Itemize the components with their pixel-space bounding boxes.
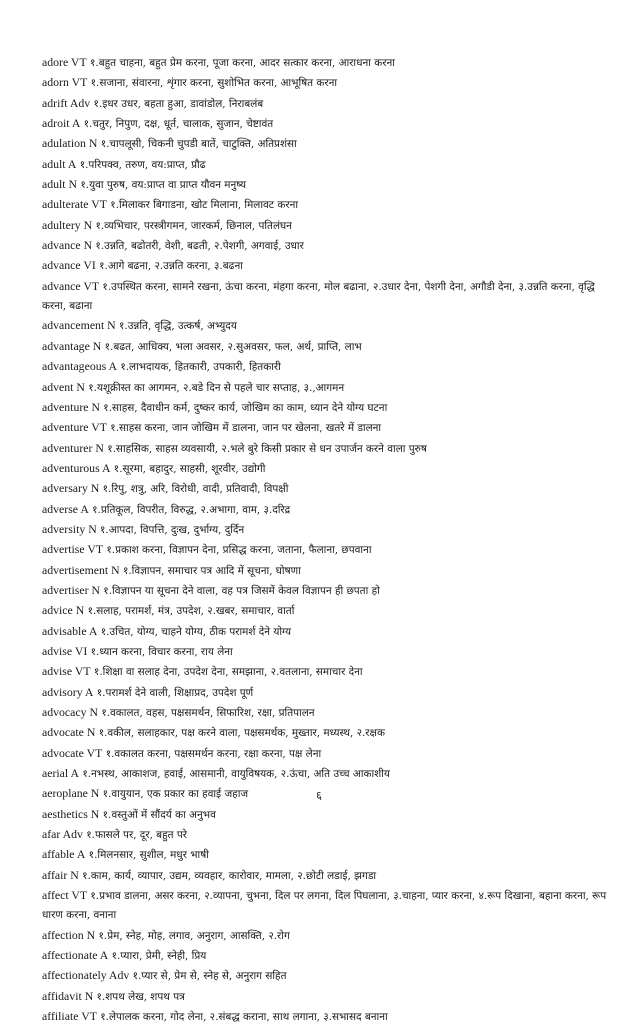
entry-definition: १.ध्यान करना, विचार करना, राय लेना [90, 645, 233, 658]
entry-definition: १.आपदा, विपत्ति, दुःख, दुर्भाग्य, दुर्दिन [100, 523, 245, 536]
entry-definition: १.लेपालक करना, गोद लेना, २.संबद्ध कराना, साथ लगाना, ३.सभासद बनाना [100, 1011, 388, 1024]
entry-headword: advise VT [42, 664, 91, 679]
entry-definition: १.व्यभिचार, परस्त्रीगमन, जारकर्म, छिनाल, पतिलंघन [95, 219, 292, 232]
entry-headword: advocate N [42, 725, 96, 740]
dictionary-entry [42, 866, 608, 886]
entry-headword: adultery N [42, 217, 93, 232]
entry-definition: १.यशूक्रीस्त का आगमन, २.बडे दिन से पहले चार सप्ताह, ३.,आगमन [88, 381, 345, 394]
entry-headword: adulterate VT [42, 197, 107, 212]
dictionary-entry [42, 683, 608, 703]
entry-definition: १.मिलनसार, सुशील, मधुर भाषी [88, 849, 209, 862]
entry-definition: १.साहसिक, साहस व्यवसायी, २.भले बुरे किसी प्रकार से धन उपार्जन करने वाला पुरुष [107, 442, 427, 455]
entry-headword: advantage N [42, 338, 102, 353]
entry-definition: १.शिक्षा वा सलाह देना, उपदेश देना, समझाना, २.वतलाना, समाचार देना [93, 666, 363, 679]
entry-definition: १.वकालत, वहस, पक्षसमर्थन, सिफारिश, रक्षा, प्रतिपालन [101, 707, 315, 719]
dictionary-entry [42, 966, 608, 986]
entry-headword: advertisement N [42, 562, 120, 577]
dictionary-entry [42, 195, 608, 215]
dictionary-entry [42, 479, 608, 499]
entry-headword: aeroplane N [42, 786, 100, 801]
dictionary-entry [42, 216, 608, 236]
entry-headword: advance VI [42, 258, 96, 273]
entry-headword: affectionately Adv [42, 968, 130, 983]
entry-definition: १.चतुर, निपुण, दक्ष, धूर्त, चालाक, सुजान, चेष्टावंत [83, 118, 274, 131]
entry-definition: १.फासले पर, दूर, बहुत परे [86, 829, 188, 842]
dictionary-entry [42, 946, 608, 966]
entry-definition: १.परामर्श देने वाली, शिक्षाप्रद, उपदेश पूर्ण [96, 686, 254, 699]
entry-headword: aesthetics N [42, 806, 100, 821]
entry-headword: aerial A [42, 766, 80, 781]
entry-definition: १.उचित, योग्य, चाहने योग्य, ठीक परामर्श देने योग्य [100, 625, 292, 638]
dictionary-entry [42, 398, 608, 418]
dictionary-entry [42, 73, 608, 93]
entry-definition: १.विज्ञापन या सूचना देने वाला, वह पत्र जिसमें केवल विज्ञापन ही छपता हो [103, 584, 380, 597]
dictionary-entry [42, 94, 608, 114]
dictionary-entry [42, 926, 608, 946]
dictionary-entry [42, 256, 608, 276]
entry-definition: १.विज्ञापन, समाचार पत्र आदि में सूचना, घोषणा [122, 564, 301, 577]
dictionary-entry [42, 845, 608, 865]
entry-definition: १.प्रतिकूल, विपरीत, विरुद्ध, २.अभागा, वाम, ३.दरिद्र [92, 503, 291, 516]
entry-headword: adulation N [42, 136, 98, 151]
entry-definition: १.वायुयान, एक प्रकार का हवाई जहाज [102, 788, 249, 801]
page-number: ६ [316, 789, 322, 802]
entry-definition: १.बहुत चाहना, बहुत प्रेम करना, पूजा करना, आदर सत्कार करना, आराधना करना [89, 57, 395, 69]
entry-definition: १.लाभदायक, हितकारी, उपकारी, हितकारी [120, 361, 281, 374]
entry-headword: adult A [42, 156, 77, 171]
dictionary-entry [42, 642, 608, 662]
dictionary-entry [42, 723, 608, 743]
entry-headword: adventurous A [42, 460, 111, 475]
dictionary-entry [42, 277, 608, 317]
dictionary-entry [42, 581, 608, 601]
dictionary-entry [42, 500, 608, 520]
entry-definition: १.प्यारा, प्रेमी, स्नेही, प्रिय [111, 950, 207, 963]
dictionary-entry [42, 540, 608, 560]
entry-definition: १.काम, कार्य, व्यापार, उद्यम, व्यवहार, कारोवार, मामला, २.छोटी लडाई, झगडा [82, 869, 377, 882]
entry-headword: affidavit N [42, 988, 94, 1003]
entry-definition: १.नभस्थ, आकाशज, हवाई, आसमानी, वायुविषयक, २.ऊंचा, अति उच्च आकाशीय [82, 768, 390, 781]
entry-definition: १.प्रभाव डालना, असर करना, २.व्यापना, चुभना, दिल पर लगना, दिल पिघलाना, ३.चाहना, प्यार करना, ४.रूप दिखाना, बहाना करना, रूप धारण करना, वनाना [42, 890, 607, 922]
dictionary-entry [42, 53, 608, 73]
entry-definition: १.इधर उधर, बहता हुआ, डावांडोल, निराबलंब [93, 97, 264, 110]
dictionary-entry [42, 175, 608, 195]
entry-headword: adventure N [42, 399, 100, 414]
dictionary-entry [42, 622, 608, 642]
entry-headword: advertiser N [42, 582, 100, 597]
entry-headword: adverse A [42, 501, 89, 516]
entry-headword: affiliate VT [42, 1009, 97, 1024]
entry-headword: advisory A [42, 684, 94, 699]
entry-headword: advisable A [42, 623, 98, 638]
dictionary-entry [42, 155, 608, 175]
entry-definition: १.प्यार से, प्रेम से, स्नेह से, अनुराग सहित [132, 970, 287, 983]
entry-headword: advantageous A [42, 359, 118, 374]
entry-headword: advancement N [42, 318, 116, 333]
entry-definition: १.वकालत करना, पक्षसमर्थन करना, रक्षा करना, पक्ष लेना [105, 747, 322, 760]
entry-headword: adorn VT [42, 75, 88, 90]
dictionary-entry [42, 114, 608, 134]
dictionary-entry [42, 764, 608, 784]
dictionary-entry [42, 886, 608, 926]
dictionary-entry [42, 805, 608, 825]
entry-definition: १.युवा पुरुष, वय:प्राप्त वा प्राप्त यौवन मनुष्य [80, 179, 246, 192]
entry-definition: १.वस्तुओं में सौंदर्य का अनुभव [102, 808, 216, 821]
dictionary-entry [42, 601, 608, 621]
dictionary-entry [42, 662, 608, 682]
entry-headword: advocate VT [42, 745, 103, 760]
dictionary-entry [42, 337, 608, 357]
dictionary-entry [42, 236, 608, 256]
entry-headword: affair N [42, 867, 79, 882]
entry-headword: adore VT [42, 55, 87, 69]
entry-definition: १.आगे बढना, २.उन्नति करना, ३.बढना [99, 260, 243, 273]
entry-definition: १.मिलाकर बिगाडना, खोट मिलाना, मिलावट करना [110, 199, 299, 212]
entry-headword: affable A [42, 847, 86, 862]
dictionary-entry [42, 744, 608, 764]
dictionary-entry [42, 987, 608, 1007]
dictionary-entry [42, 378, 608, 398]
entry-definition: १.सलाह, परामर्श, मंत्र, उपदेश, २.खबर, समाचार, वार्ता [87, 605, 295, 618]
dictionary-entry [42, 520, 608, 540]
dictionary-entry [42, 439, 608, 459]
dictionary-entry [42, 316, 608, 336]
entry-headword: advocacy N [42, 705, 99, 719]
entry-definition: १.प्रकाश करना, विज्ञापन देना, प्रसिद्ध करना, जताना, फैलाना, छपवाना [106, 544, 372, 557]
dictionary-entry [42, 418, 608, 438]
entry-headword: affectionate A [42, 948, 109, 963]
entry-definition: १.उपस्थित करना, सामने रखना, ऊंचा करना, मंहगा करना, मोल बढाना, २.उधार देना, पेशगी देना, अगौडी देना, ३.उन्नति करना, वृद्धि करना, बढाना [42, 280, 595, 313]
dictionary-entry [42, 561, 608, 581]
entry-headword: adroit A [42, 116, 81, 131]
entry-headword: adventurer N [42, 440, 104, 455]
entry-definition: १.प्रेम, स्नेह, मोह, लगाव, अनुराग, आसक्ति, २.रोग [98, 929, 290, 942]
dictionary-entry [42, 459, 608, 479]
dictionary-entry [42, 825, 608, 845]
entry-headword: advance N [42, 238, 93, 253]
entry-definition: १.वकील, सलाहकार, पक्ष करने वाला, पक्षसमर्थक, मुख्तार, मध्यस्थ, २.रक्षक [98, 727, 385, 740]
entry-headword: adversary N [42, 481, 100, 496]
entry-headword: affection N [42, 927, 96, 942]
entry-headword: advertise VT [42, 542, 104, 557]
dictionary-entry [42, 134, 608, 154]
entry-headword: adversity N [42, 521, 97, 536]
entry-definition: १.सूरमा, बहादुर, साहसी, शूरवीर, उद्योगी [113, 462, 266, 475]
dictionary-entry [42, 703, 608, 723]
entry-definition: १.उन्नति, बढोतरी, वेशी, बढती, २.पेशगी, अगवाई, उधार [95, 240, 304, 253]
entry-headword: advent N [42, 379, 85, 394]
entry-definition: १.बढत, आधिक्य, भला अवसर, २.सुअवसर, फल, अर्थ, प्राप्ति, लाभ [104, 340, 362, 353]
entry-list [42, 53, 608, 1028]
entry-definition: १.शपथ लेख, शपथ पत्र [96, 990, 185, 1003]
entry-definition: १.सजाना, संवारना, शृंगार करना, सुशोभित करना, आभूषित करना [90, 77, 338, 90]
entry-headword: adrift Adv [42, 95, 91, 110]
entry-headword: advise VI [42, 643, 88, 658]
entry-definition: १.साहस करना, जान जोखिम में डालना, जान पर खेलना, खतरे में डालना [110, 422, 382, 435]
entry-definition: १.साहस, दैवाधीन कर्म, दुष्कर कार्य, जोखिम का काम, ध्यान देने योग्य घटना [103, 401, 388, 414]
entry-headword: afar Adv [42, 827, 83, 842]
entry-headword: adventure VT [42, 420, 107, 435]
entry-headword: adult N [42, 177, 78, 192]
entry-definition: १.उन्नति, वृद्धि, उत्कर्ष, अभ्युदय [119, 320, 237, 333]
entry-headword: affect VT [42, 888, 88, 903]
entry-definition: १.चापलूसी, चिकनी चुपडी बातें, चाटुक्ति, अतिप्रशंसा [100, 138, 297, 151]
dictionary-entry [42, 1007, 608, 1027]
entry-headword: advice N [42, 603, 85, 618]
entry-headword: advance VT [42, 278, 100, 293]
entry-definition: १.रिपु, शत्रु, अरि, विरोधी, वादी, प्रतिवादी, विपक्षी [102, 483, 289, 496]
entry-definition: १.परिपक्व, तरुण, वय:प्राप्त, प्रौढ [79, 158, 206, 171]
dictionary-entry [42, 357, 608, 377]
